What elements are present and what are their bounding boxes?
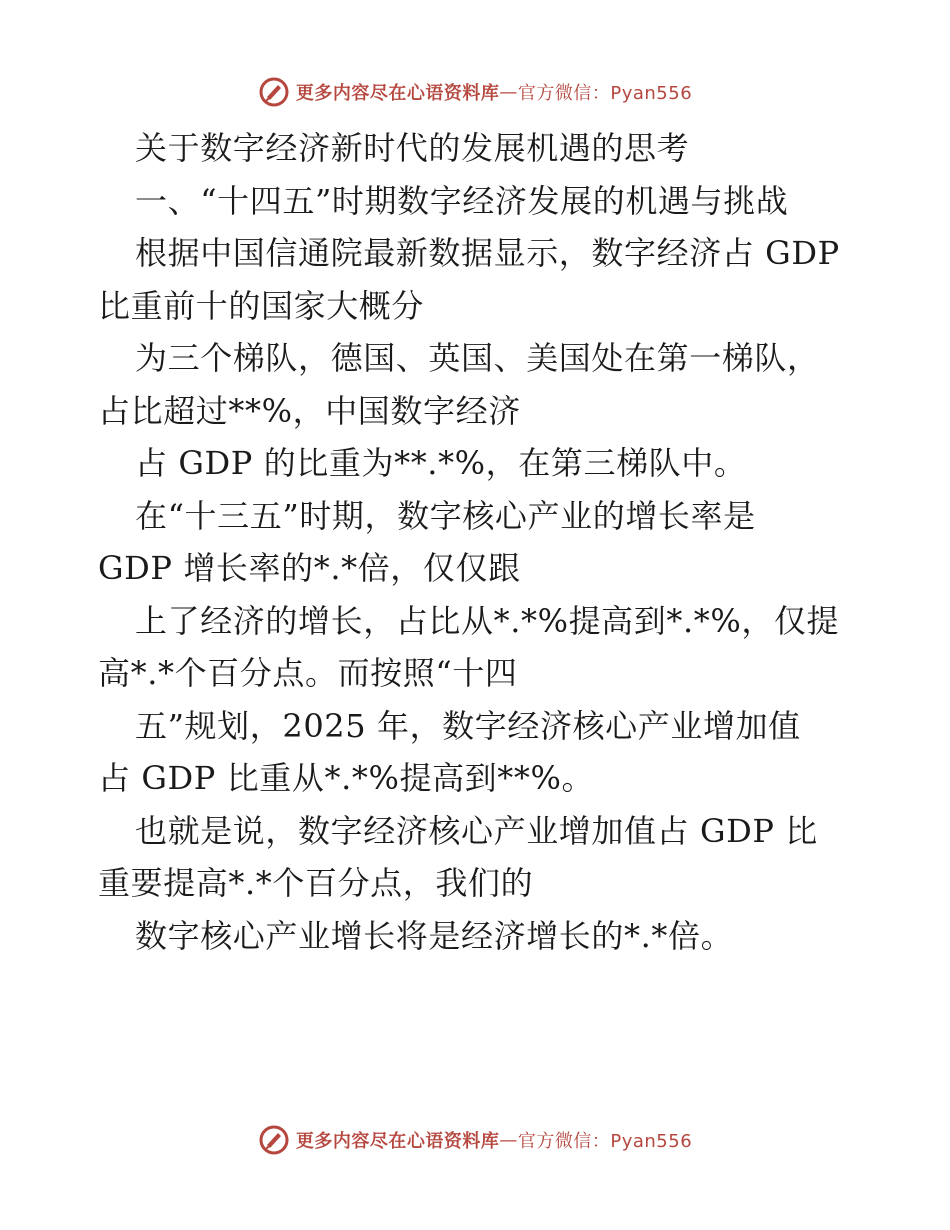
text-line: 占 GDP 比重从*.*%提高到**%。 — [98, 759, 595, 797]
brand-logo-icon — [258, 1124, 290, 1156]
brand-logo-icon — [258, 76, 290, 108]
text-line: 占比超过**%，中国数字经济 — [98, 391, 521, 430]
text-line: GDP 增长率的*.*倍，仅仅跟 — [98, 549, 521, 587]
watermark-prefix: 更多内容尽在心语资料库 — [295, 1131, 500, 1152]
document-body — [98, 122, 858, 962]
text-line: 数字核心产业增长将是经济增长的*.*倍。 — [135, 916, 734, 955]
text-line: 在“十三五”时期，数字核心产业的增长率是 — [135, 496, 756, 535]
text-line: 五”规划，2025 年，数字经济核心产业增加值 — [135, 706, 801, 745]
text-line: 高*.*个百分点。而按照“十四 — [98, 654, 518, 692]
text-line: 关于数字经济新时代的发展机遇的思考 — [135, 129, 690, 167]
watermark-suffix: 官方微信：Pyan556 — [517, 1131, 693, 1152]
text-line: 也就是说，数字经济核心产业增加值占 GDP 比 — [135, 811, 818, 850]
footer-watermark — [0, 1120, 950, 1160]
watermark-suffix: 官方微信：Pyan556 — [517, 83, 693, 104]
watermark-dash: — — [499, 1129, 518, 1151]
text-line: 为三个梯队，德国、英国、美国处在第一梯队， — [135, 339, 820, 377]
text-line: 一、“十四五”时期数字经济发展的机遇与挑战 — [135, 181, 789, 220]
text-line: 重要提高*.*个百分点，我们的 — [98, 864, 534, 902]
text-line: 比重前十的国家大概分 — [98, 286, 425, 325]
header-watermark — [0, 72, 950, 112]
watermark-prefix: 更多内容尽在心语资料库 — [295, 83, 500, 104]
watermark-dash: — — [499, 81, 518, 103]
text-line: 上了经济的增长，占比从*.*%提高到*.*%，仅提 — [135, 601, 840, 640]
text-line: 占 GDP 的比重为**.*%，在第三梯队中。 — [135, 444, 747, 482]
text-line: 根据中国信通院最新数据显示，数字经济占 GDP — [135, 234, 840, 272]
